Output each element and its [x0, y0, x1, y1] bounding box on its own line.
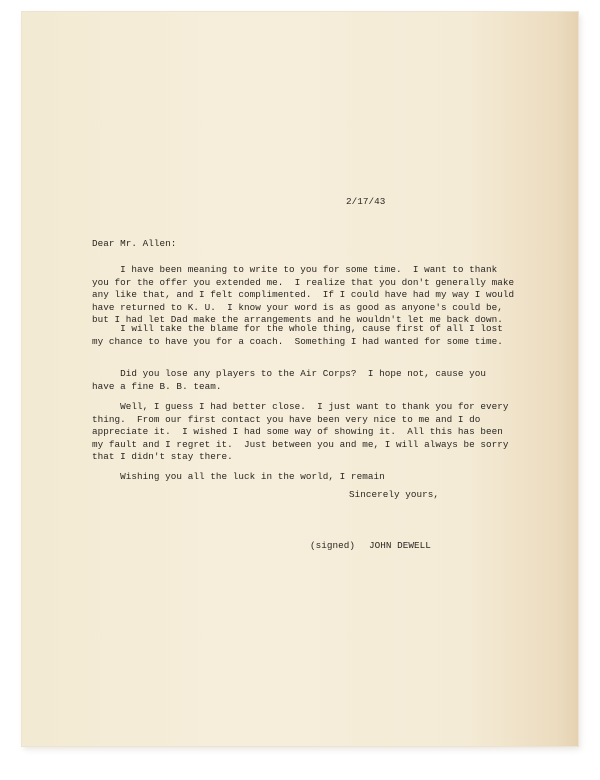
letter-paragraph-4: Well, I guess I had better close. I just want to thank you for every thing. From our first contact you have been very nice to me and I do appreciate it. I wished I had some way of showing it. All this has been my fault and I regret it. Just between you and me, I will always be sorry that I didn't stay there.: [92, 401, 509, 463]
signed-note: (signed): [310, 540, 356, 551]
letter-salutation: Dear Mr. Allen:: [92, 238, 177, 249]
letter-closing: Sincerely yours,: [349, 489, 440, 500]
letter-paragraph-2: I will take the blame for the whole thing, cause first of all I lost my chance to have you for a coach. Something I had wanted for some time.: [92, 323, 503, 347]
letter-paragraph-1: I have been meaning to write to you for some time. I want to thank you for the offer you extended me. I realize that you don't generally make any like that, and I felt complimented. If I could have had my way I would have returned to K. U. I know your word is as good as anyone's could be, but I had let Dad make the arrangements and he wouldn't let me back down.: [92, 264, 515, 326]
letter-date: 2/17/43: [346, 196, 386, 207]
signer-name: JOHN DEWELL: [369, 540, 431, 551]
letter-paragraph-5: Wishing you all the luck in the world, I remain: [92, 471, 385, 482]
letter-paragraph-3: Did you lose any players to the Air Corps? I hope not, cause you have a fine B. B. team.: [92, 368, 487, 392]
